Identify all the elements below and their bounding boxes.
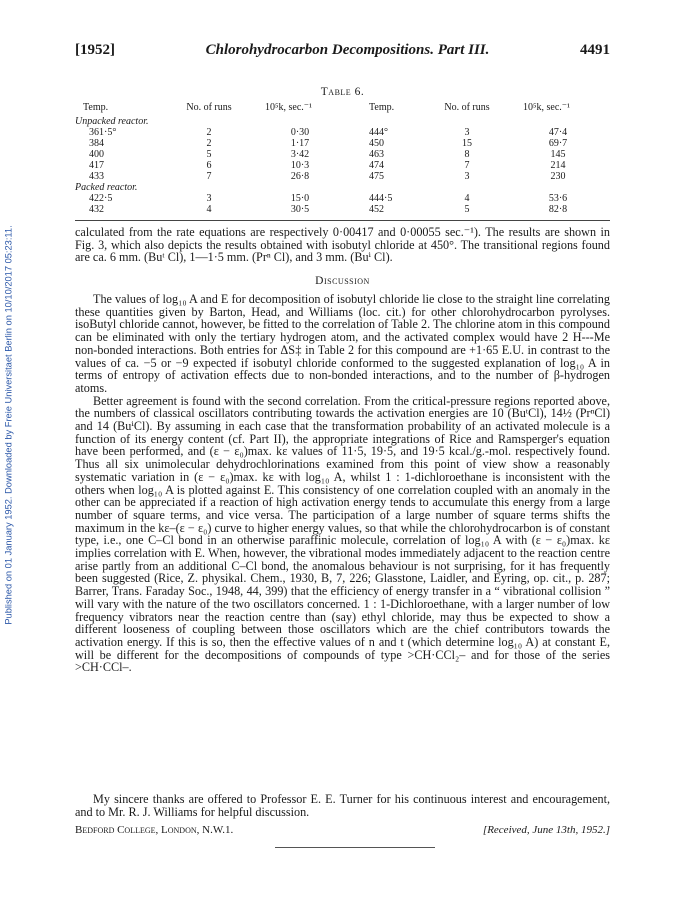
table-cell: 4: [206, 204, 212, 215]
table-cell: 3·42: [290, 149, 310, 160]
table-cell: 475: [369, 171, 384, 182]
table-cell: 4: [464, 193, 470, 204]
table-title: Table 6.: [320, 86, 365, 98]
page-footer: [75, 824, 610, 836]
table-cell: 230: [550, 171, 566, 182]
table-row: [75, 160, 610, 171]
table-cell: 422·5: [89, 193, 113, 204]
table-row: [75, 127, 610, 138]
download-watermark: [2, 120, 16, 730]
table-cell: 384: [89, 138, 104, 149]
acknowledgement: [75, 793, 610, 818]
table-cell: 400: [89, 149, 104, 160]
table-row: [75, 193, 610, 204]
discussion-body: [75, 293, 610, 674]
table-cell: 26·8: [290, 171, 310, 182]
acknowledgement-text: My sincere thanks are offered to Professor E. E. Turner for his continuous interest and encouragement, and to Mr. R. J. Williams for helpful discussion.: [75, 792, 610, 819]
table-header-cell: 10⁵k, sec.⁻¹: [265, 102, 313, 113]
table-header-cell: No. of runs: [444, 102, 490, 113]
intro-paragraph-text: calculated from the rate equations are respectively 0·00417 and 0·00055 sec.⁻¹). The results are shown in Fig. 3, which also depicts the results obtained with isobutyl chloride at 450°. The transitional regions found are ca. 6 mm. (Buᵗ Cl), 1—1·5 mm. (Prⁿ Cl), and 3 mm. (Buⁱ Cl).: [75, 225, 610, 265]
discussion-paragraph-1: The values of log₁₀ A and E for decomposition of isobutyl chloride lie close to the straight line correlating these quantities given by Barton, Head, and Williams (loc. cit.) for other chlorohydrocarbon pyrolyses. isoButyl chloride cannot, however, be fitted to the correlation of Table 2. The chlorine atom in this compound can be eliminated with only the tertiary hydrogen atom, and the activated complex would have 2 H---Me non-bonded interactions. Both entries for ΔS‡ in Table 2 for this compound are +1·65 E.U. in contrast to the values of ca. −5 or −9 expected if isobutyl chloride conformed to the suggested explanation of log₁₀ A in terms of entropy of activation effects due to non-bonded interactions, and to the number of β-hydrogen atoms.: [75, 292, 610, 395]
table-cell: 444°: [369, 127, 388, 138]
institution-address: Bedford College, London, N.W.1.: [75, 824, 234, 836]
intro-paragraph: [75, 226, 610, 264]
table-cell: 82·8: [548, 204, 568, 215]
end-rule: [275, 847, 435, 848]
table-cell: 30·5: [290, 204, 310, 215]
table-cell: 6: [206, 160, 212, 171]
table-cell: 361·5°: [89, 127, 117, 138]
table-cell: 2: [206, 138, 212, 149]
section-heading: Discussion: [315, 275, 370, 287]
table-group-label: Packed reactor.: [75, 182, 138, 193]
table-cell: 444·5: [369, 193, 393, 204]
table-header-row: [75, 100, 610, 116]
table-bottom-rule: [75, 220, 610, 221]
table-cell: 3: [464, 127, 470, 138]
table-header-cell: No. of runs: [186, 102, 232, 113]
download-watermark-text: Published on 01 January 1952. Downloaded by Freie Universitaet Berlin on 10/10/2017 05:23:11.: [4, 225, 15, 625]
table-cell: 432: [89, 204, 104, 215]
table-header-cell: Temp.: [369, 102, 395, 113]
table-cell: 417: [89, 160, 104, 171]
table-cell: 450: [369, 138, 384, 149]
table-cell: 463: [369, 149, 384, 160]
table-cell: 0·30: [290, 127, 310, 138]
table-header-cell: Temp.: [83, 102, 109, 113]
received-date: [Received, June 13th, 1952.]: [482, 824, 610, 836]
table-cell: 145: [550, 149, 566, 160]
table-cell: 3: [464, 171, 470, 182]
table-cell: 1·17: [290, 138, 310, 149]
table-cell: 69·7: [548, 138, 568, 149]
table-group-label: Unpacked reactor.: [75, 116, 149, 127]
table-cell: 3: [206, 193, 212, 204]
table-cell: 15·0: [290, 193, 310, 204]
table-cell: 47·4: [548, 127, 568, 138]
table-row: [75, 204, 610, 215]
table-cell: 10·3: [290, 160, 310, 171]
table-cell: 433: [89, 171, 104, 182]
table-cell: 15: [462, 138, 472, 149]
table-cell: 474: [369, 160, 384, 171]
table-row: [75, 138, 610, 149]
table-cell: 5: [206, 149, 212, 160]
table-cell: 214: [550, 160, 566, 171]
table-cell: 2: [206, 127, 212, 138]
table-cell: 8: [464, 149, 470, 160]
page-number: 4491: [579, 42, 610, 58]
table-cell: 7: [464, 160, 470, 171]
table-row: [75, 171, 610, 182]
table-cell: 5: [464, 204, 470, 215]
page-header: [75, 42, 610, 59]
table-cell: 452: [369, 204, 384, 215]
table-cell: 53·6: [548, 193, 568, 204]
running-title: Chlorohydrocarbon Decompositions. Part III.: [205, 42, 490, 58]
table-row: [75, 149, 610, 160]
data-table: [75, 100, 610, 215]
table-cell: 7: [206, 171, 212, 182]
header-year: [1952]: [75, 42, 115, 58]
discussion-paragraph-2: Better agreement is found with the second correlation. From the critical-pressure regions reported above, the numbers of classical oscillators contributing towards the activation energies are 10 (BuᵗCl), 14½ (PrⁿCl) and 14 (BuⁱCl). By assuming in each case that the transformation probability of an activated molecule is a function of its energy content (cf. Part II), the appropriate integrations of Rice and Ramsperger's equation have been performed, and (ε − ε₀)max. kε values of 11·5, 19·5, and 19·5 kcal./g.-mol. respectively found. Thus all six unimolecular dehydrochlorinations examined from this point of view show a reasonably systematic variation in (ε − ε₀)max. kε with log₁₀ A, whilst 1 : 1-dichloroethane is inconsistent with the others when log₁₀ A is plotted against E. This consistency of one correlation coupled with an anomaly in the other can be appreciated if a reaction of high activation energy tends to accumulate this energy from a large number of square terms, and vice versa. The participation of a large number of square terms shifts the maximum in the kε–(ε − ε₀) curve to higher energy values, so that while the chlorohydrocarbon is of constant type, i.e., one C–Cl bond in an otherwise paraffinic molecule, correlation of log₁₀ A with (ε − ε₀)max. kε implies correlation with E. When, however, the vibrational modes immediately adjacent to the reaction centre arise partly from an additional C–Cl bond, the anomalous behaviour is not surprising, for it has frequently been suggested (Rice, Z. physikal. Chem., 1930, B, 7, 226; Glasstone, Laidler, and Eyring, op. cit., p. 287; Barrer, Trans. Faraday Soc., 1948, 44, 399) that the efficiency of energy transfer in a “ vibrational collision ” will vary with the nature of the two oscillators concerned. 1 : 1-Dichloroethane, with a larger number of low frequency vibrators near the reaction centre than (say) ethyl chloride, may thus be expected to show a different looseness of coupling between those oscillators which are the chief contributors towards the activation energy. If this is so, then the effective values of n and t (which determine log₁₀ A) at constant E, will be different for the decompositions of compounds of type >CH·CCl₂– and for those of the series >CH·CCl–.: [75, 393, 610, 675]
table-header-cell: 10⁵k, sec.⁻¹: [523, 102, 571, 113]
